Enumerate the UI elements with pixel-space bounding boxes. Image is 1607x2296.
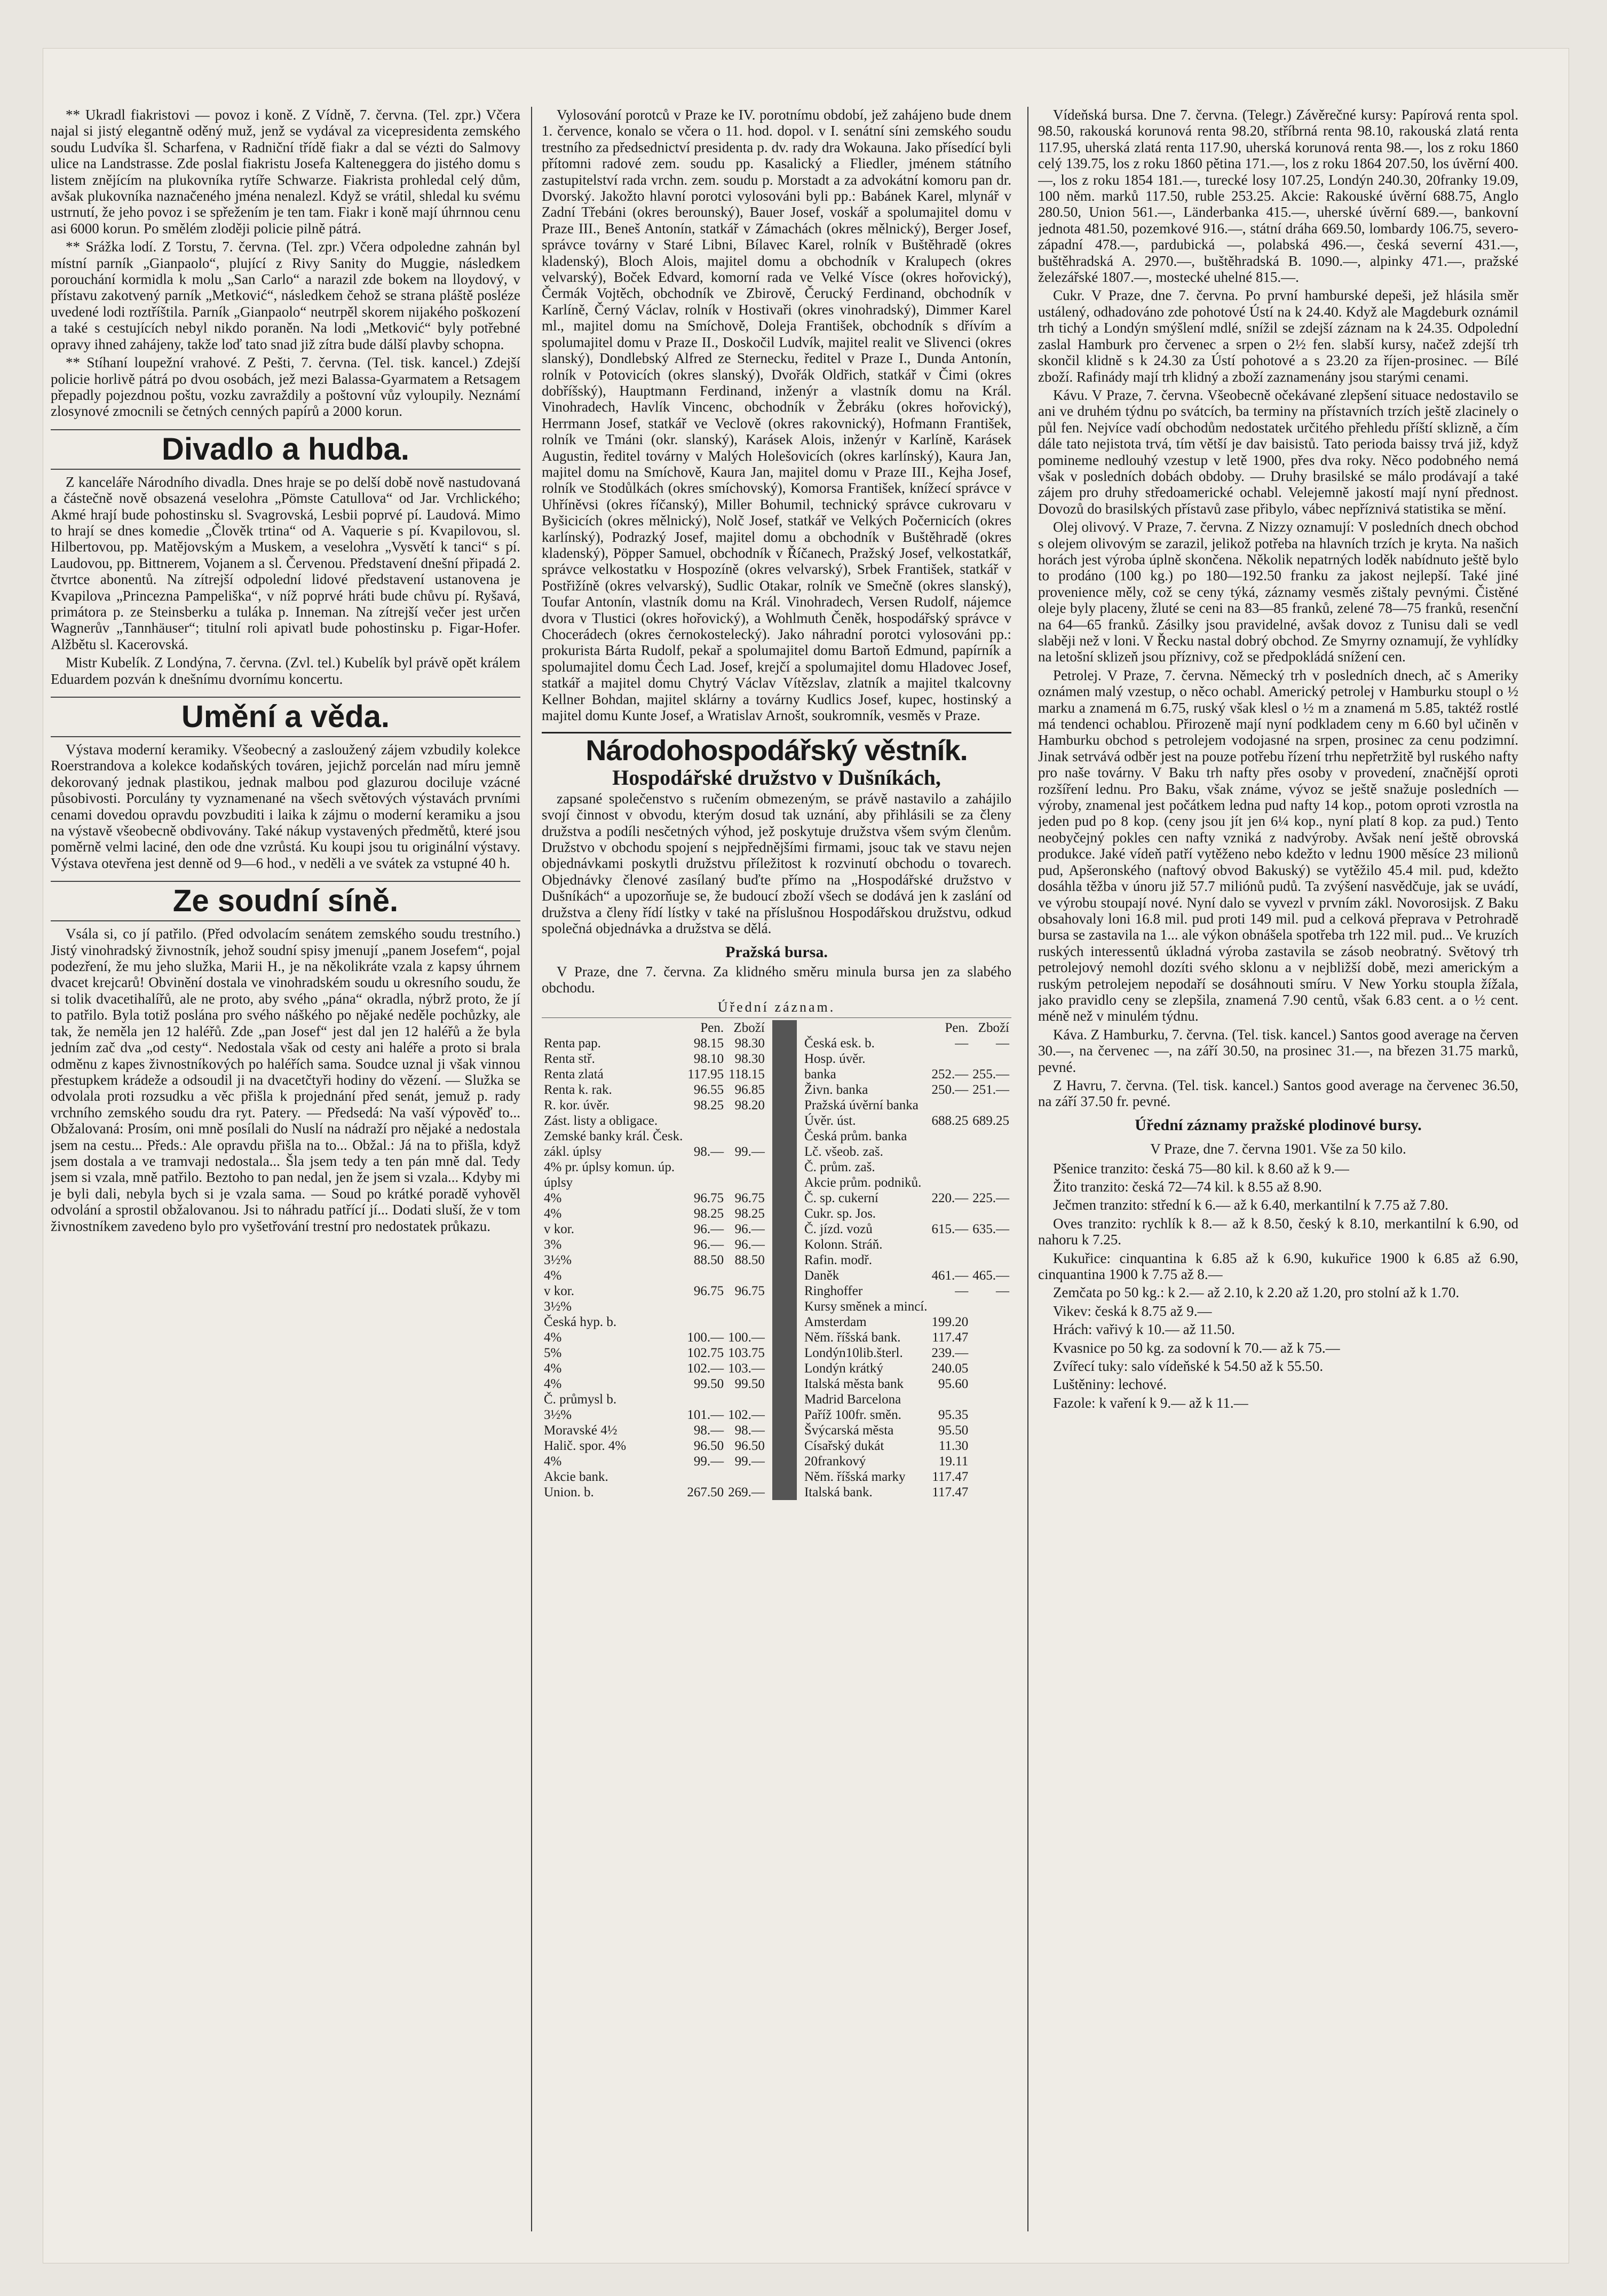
- price-cell: [685, 1469, 726, 1485]
- price-cell: 98.—: [734, 1423, 765, 1438]
- price-cell: [930, 1252, 971, 1268]
- table-row: [542, 1252, 767, 1268]
- price-cell: —: [955, 1036, 969, 1051]
- price-cell: 96.—: [693, 1237, 724, 1252]
- price-cell: [970, 1175, 1011, 1190]
- security-name: 4%: [544, 1361, 562, 1376]
- price-cell: [685, 1113, 726, 1129]
- price-cell: [930, 1144, 971, 1159]
- price-cell: 225.—: [972, 1191, 1009, 1206]
- security-name: Lč. všeob. zaš.: [804, 1145, 883, 1159]
- price-cell: [930, 1098, 971, 1113]
- price-cell: 98.—: [693, 1145, 724, 1159]
- price-cell: [685, 1299, 726, 1314]
- security-name: 3½%: [544, 1299, 572, 1314]
- table-row: [802, 1376, 1011, 1392]
- price-cell: 96.50: [693, 1439, 724, 1454]
- table-row: [542, 1376, 767, 1392]
- price-cell: [970, 1330, 1011, 1345]
- price-cell: 98.25: [693, 1098, 724, 1113]
- table-row: [802, 1299, 1011, 1314]
- table-row: [542, 1268, 767, 1283]
- price-cell: [970, 1407, 1011, 1423]
- security-name: Česká prům. banka: [804, 1129, 907, 1144]
- price-cell: 688.25: [931, 1114, 969, 1129]
- price-cell: —: [996, 1284, 1009, 1299]
- price-cell: 95.60: [938, 1377, 969, 1392]
- price-cell: [930, 1129, 971, 1144]
- price-cell: [726, 1129, 767, 1144]
- table-row: [802, 1159, 1011, 1175]
- news-item: Mistr Kubelík. Z Londýna, 7. června. (Zvl. tel.) Kubelík byl právě opět králem Eduardem pozván k dnešnímu dvornímu koncertu.: [51, 654, 520, 687]
- security-name: Londýn10lib.šterl.: [804, 1346, 903, 1361]
- table-row: [802, 1314, 1011, 1330]
- table-row: [802, 1392, 1011, 1407]
- price-cell: 465.—: [972, 1268, 1009, 1283]
- news-item: Káva. Z Hamburku, 7. června. (Tel. tisk. kancel.) Santos good average na červen 30.—, na červenec —, na září 30.50, na prosinec 31.—, na březen 31.75 marků, pevné.: [1038, 1026, 1518, 1075]
- section-heading-court: Ze soudní síně.: [51, 881, 520, 921]
- security-name: Něm. říšská marky: [804, 1470, 906, 1485]
- price-cell: 100.—: [687, 1330, 724, 1345]
- table-row: [802, 1067, 1011, 1082]
- price-cell: 98.25: [734, 1206, 765, 1221]
- security-name: Č. průmysl b.: [544, 1392, 617, 1407]
- table-row: [802, 1469, 1011, 1485]
- price-cell: [726, 1469, 767, 1485]
- market-date: V Praze, dne 7. června 1901. Vše za 50 kilo.: [1150, 1141, 1406, 1157]
- price-cell: 103.—: [728, 1361, 765, 1376]
- security-name: Madrid Barcelona: [804, 1392, 901, 1407]
- price-cell: 11.30: [938, 1439, 969, 1454]
- table-row: [802, 1252, 1011, 1268]
- price-cell: 96.75: [693, 1191, 724, 1206]
- security-name: 20frankový: [804, 1454, 866, 1469]
- price-cell: [930, 1206, 971, 1221]
- security-name: 4% pr. úplsy komun. úp.: [544, 1160, 675, 1175]
- price-cell: [970, 1237, 1011, 1252]
- security-name: 4%: [544, 1268, 562, 1283]
- price-cell: 99.—: [734, 1454, 765, 1469]
- price-cell: 117.47: [932, 1485, 969, 1500]
- security-name: Renta k. rak.: [544, 1083, 612, 1098]
- table-row: [542, 1438, 767, 1454]
- newspaper-page: [43, 48, 1569, 2263]
- table-row: [802, 1283, 1011, 1299]
- table-row: [542, 1454, 767, 1469]
- price-cell: [685, 1268, 726, 1283]
- price-cell: —: [955, 1284, 969, 1299]
- security-name: Italská bank.: [804, 1485, 873, 1500]
- price-cell: 220.—: [931, 1191, 969, 1206]
- security-name: 4%: [544, 1377, 562, 1392]
- table-row: [802, 1206, 1011, 1221]
- table-row: [802, 1407, 1011, 1423]
- news-item: Výstava moderní keramiky. Všeobecný a zasloužený zájem vzbudily kolekce Roerstrandova a kolekce kodaňských továren, jejichž porcelán nad míru jemně dekorovaný jednak plastikou, jednak malbou pod glazurou dociluje vzácné působivosti. Porculány ty vyznamenané na všech světových výstavách prvními cenami dovedou opravdu povzbuditi i laika k zájmu o moderní keramiku a jsou na výstavě všeobecně obdivovány. Také nákup vystavených předmětů, které jsou poměrně velmi laciné, den ode dne vzrůstá. Ku koupi jsou tu originální výstavy. Výstava otevřena jest denně od 9—6 hod., v neděli a ve svátek za vstupné 40 h.: [51, 741, 520, 871]
- price-cell: 461.—: [931, 1268, 969, 1283]
- table-row: [802, 1454, 1011, 1469]
- exchange-table-right: [802, 1020, 1011, 1500]
- security-name: Živn. banka: [804, 1083, 868, 1098]
- price-cell: 96.—: [734, 1237, 765, 1252]
- price-cell: 95.50: [938, 1423, 969, 1438]
- table-row: [802, 1051, 1011, 1067]
- price-cell: 689.25: [972, 1114, 1009, 1129]
- price-cell: [930, 1175, 971, 1190]
- table-row: [542, 1144, 767, 1159]
- security-name: Úvěr. úst.: [804, 1114, 856, 1129]
- price-cell: 255.—: [972, 1067, 1009, 1082]
- security-name: Italská města bank: [804, 1377, 904, 1392]
- table-divider: [772, 1020, 797, 1500]
- price-cell: 99.—: [734, 1145, 765, 1159]
- news-item: Petrolej. V Praze, 7. června. Německý trh v posledních dnech, ač s Ameriky oznámen malý vzestup, o něco ochabl. Americký petrolej v Hamburku stoupl o ½ marku a znamená m 6.75, ruský však klesl o ½ m a znamená m 5.85, taktéž rostlé má tendenci ochablou. Přirozeně mají nyní podkladem ceny m 6.60 byl učiněn v Hamburku obchod s petrolejem vodojasné na srpen, prosinec za cenu podzimní. Jinak setrvává odběr jest na pouze potřebu řízení trhu nepřetržitě byl ruského nafty pro naše továrny. V Baku trh nafty přes osoby v provedení, značnější oproti rozšíření lednu. Pro Baku, však známe, vývoz se ještě snažuje posledních — výroby, znamenal jest počátkem ledna pud nafty 14 kop., potom oproti vzrostla na jeden pud po 8 kop. (ceny jsou jít jen 6¼ kop., nyní platí 8 kop. za pud.) Tento neobyčejný pokles cen nafty vzniká z nadvýroby. Avšak není ještě obrovská produkce. Jaké vídeň patří vytěženo nebo kdežto v lednu 1900 měsíce 23 milionů pud, Apšeronského (naftový obvod Bakuský) se vytěžilo 45.4 mil. pud, kdežto dosáhla těžba v únoru již 57.7 miliónů pudů. Ta zvýšení nasvědčuje, jak se uvádí, ve výrobu stoupají nové. Nyní dalo se vyvezl v prvním zákl. Novorosijsk. Z Baku obsahovaly loni 16.8 mil. pud proti 149 mil. pud a celková přeprava v Petrohradě bursa se zastavila na 1... ale výkon obnášela spotřeba trh 122 mil. pud... Ve kruzích ruských interessentů úkladná výroba zastavila se zásob neobratný. Světový trh petrolejový nemohl dozíti svého sklonu a v nejbližší době, mezi americkým a ruským petrolejem nepodaří se dosáhnouti smíru. V New Yorku stoupla žížala, jako pravidlo ceny se zlepšila, znamená 7.90 centů, však 6.83 cent. a o ½ cent. méně než v minulém týdnu.: [1038, 667, 1518, 1024]
- price-cell: 98.30: [734, 1052, 765, 1067]
- news-item: Cukr. V Praze, dne 7. června. Po první hamburské depeši, jež hlásila směr ustálený, odhadováno zde pohotové Ústí na k 24.40. Když ale Magdeburk oznámil trh tichý a Londýn smýšlení mdlé, snížil se zdejší záznam na k 24.35. Odpolední zaslal Hamburk pro červenec a srpen o 2½ fen. slabší kursy, načež zdejší trh skončil klidně s k 24.30 za Ústí pohotové a s 23.20 za říjen-prosinec. — Bílé zboží. Rafinády mají trh klidný a zboží zaznamenány jsou starými cenami.: [1038, 287, 1518, 385]
- column-3: [1038, 107, 1518, 2231]
- price-cell: [970, 1129, 1011, 1144]
- table-row: [542, 1129, 767, 1144]
- table-row: [542, 1345, 767, 1361]
- price-cell: 88.50: [734, 1253, 765, 1268]
- security-name: 3½%: [544, 1253, 572, 1268]
- price-cell: [970, 1206, 1011, 1221]
- section-heading-theatre: Divadlo a hudba.: [51, 429, 520, 470]
- price-cell: 99.50: [734, 1377, 765, 1392]
- price-cell: 96.50: [734, 1439, 765, 1454]
- security-name: v kor.: [544, 1284, 574, 1299]
- exchange-table-left: [542, 1020, 767, 1500]
- security-name: R. kor. úvěr.: [544, 1098, 609, 1113]
- price-cell: 98.30: [734, 1036, 765, 1051]
- table-header-cell: Zboží: [733, 1021, 765, 1036]
- security-name: 5%: [544, 1346, 562, 1361]
- table-row: [802, 1190, 1011, 1206]
- column-rule: [531, 107, 532, 2231]
- table-header-row: [542, 1020, 767, 1036]
- table-header-cell: [542, 1020, 685, 1036]
- market-item: Kvasnice po 50 kg. za sodovní k 70.— až k 75.—: [1053, 1339, 1340, 1356]
- column-rule: [1027, 107, 1028, 2231]
- security-name: Paříž 100fr. směn.: [804, 1408, 901, 1423]
- price-cell: [685, 1314, 726, 1330]
- price-cell: [970, 1252, 1011, 1268]
- security-name: 4%: [544, 1191, 562, 1206]
- market-item: Fazole: k vaření k 9.— až k 11.—: [1053, 1394, 1248, 1411]
- price-cell: [685, 1159, 726, 1175]
- price-cell: [970, 1314, 1011, 1330]
- price-cell: —: [996, 1036, 1009, 1051]
- table-row: [542, 1175, 767, 1190]
- news-item: zapsané společenstvo s ručením obmezeným, se právě nastavilo a zahájilo svojí činnost v obvodu, kterým dosud tak uznání, aby přihlásili se za členy družstva a podíli nesčetných výhod, jež poskytuje družstva všem svým členům. Družstvo v obchodu spojení s nejpřednějšími firmami, jsouc tak ve stavu nejen objednávkami poskytli družstvu příležitost k rozvinutí obchodu o tovarech. Objednávky členové zasílaný buďte přímo na „Hospodářské družstvo v Dušníkách“ a upozorňuje se, že budoucí zboží všech se dodává jen k zaslání od družstva a členy řídí lístky v také na příslušnou Hospodářskou družstvu, odkud společná objednávka a družstva se dělá.: [542, 790, 1011, 937]
- news-item: Z Havru, 7. června. (Tel. tisk. kancel.) Santos good average na červenec 36.50, na září 37.50 fr. pevné.: [1038, 1077, 1518, 1110]
- price-cell: 117.47: [932, 1330, 969, 1345]
- security-name: 3%: [544, 1237, 562, 1252]
- table-row: [542, 1082, 767, 1098]
- news-item: V Praze, dne 7. června. Za klidného směru minula bursa jen za slabého obchodu.: [542, 963, 1011, 996]
- table-row: [802, 1438, 1011, 1454]
- security-name: Union. b.: [544, 1485, 594, 1500]
- table-header-row: [802, 1020, 1011, 1036]
- column-2: [542, 107, 1011, 2231]
- price-cell: 88.50: [693, 1253, 724, 1268]
- price-cell: 103.75: [728, 1346, 765, 1361]
- table-row: [802, 1268, 1011, 1283]
- price-cell: 252.—: [931, 1067, 969, 1082]
- security-name: Kolonn. Stráň.: [804, 1237, 883, 1252]
- price-cell: [970, 1438, 1011, 1454]
- price-cell: [970, 1392, 1011, 1407]
- price-cell: 118.15: [729, 1067, 765, 1082]
- market-item: Ječmen tranzito: střední k 6.— až k 6.40, merkantilní k 7.75 až 7.80.: [1053, 1197, 1448, 1213]
- table-row: [542, 1221, 767, 1237]
- news-item: Vylosování porotců v Praze ke IV. porotnímu období, jež zahájeno bude dnem 1. července, konalo se včera o 11. hod. dopol. v I. senátní síni zemského soudu trestního za předsednictví presidenta p. dv. rady dra Wokauna. Jako přísedící byli přítomni radové zem. soudu pp. Kasalický a Fliedler, jménem státního zastupitelství rada vrchn. zem. soudu p. Morstadt a za advokátní komoru pan dr. Dvorský. Jakožto hlavní porotci vylosováni byli pp.: Babánek Karel, mlynář v Zadní Třebáni (okres berounský), Bauer Josef, voskář a spolumajitel domu v Praze III., Beneš Antonín, statkář v Zámachách (okres mělnický), Berger Josef, správce továrny v Staré Libni, Bílavec Karel, rolník v Buštěhradě (okres kladenský), Bloch Alois, majitel domu a obchodník v Kralupech (okres velvarský), Boček Edvard, komorní rada ve Velké Vísce (okres hořovický), Čermák Vojtěch, obchodník ve Zbirově, Čerucký Ferdinand, obchodník v Karlíně, Černý Václav, rolník v Hostivaři (okres vinohradský), Dimmer Karel ml., majitel domu na Smíchově, Doleja František, obchodník s dřívím a spolumajitel domu v Praze II., Doskočil Ludvík, majitel realit ve Slivenci (okres slanský), Dondlebský Alfred ze Sternecku, ředitel v Praze I., Dunda Antonín, rolník v Potovicích (okres slanský), Dvořák Oldřich, statkář v Čimi (okres dobříšský), Hauptmann Ferdinand, inženýr a vlastník domu na Král. Vinohradech, Havlík Vincenc, obchodník v Žebráku (okres hořovický), Herrmann Josef, statkář ve Veclově (okres rakovnický), Hofmann František, rolník ve Tmáni (okr. slanský), Karásek Alois, inženýr v Karlíně, Karásek Augustin, ředitel továrny v Malých Holešovicích (okres karlínský), Kaura Jan, majitel domu na Smíchově, Kaura Jan, majitel domu v Praze III., Kejha Josef, rolník ve Stodůlkách (okres smíchovský), Komorsa František, knížecí správce v Uhříněvsi (okres říčanský), Miller Bohumil, technický správce cukrovaru v Byšicicích (okres mělnický), Nolč Josef, statkář ve Velkých Počernicích (okres karlínský), Podrazký Josef, majitel domu a obchodník v Buštěhradě (okres kladenský), Pöpper Samuel, obchodník v Říčanech, Pražský Josef, velkostatkář, správce velkostatku v Hospozíně (okres velvarský), Srbek František, statkář v Postřižíně (okres velvarský), Sudlic Otakar, rolník ve Smečně (okres slanský), Toufar Antonín, vlastník domu na Král. Vinohradech, Versen Rudolf, nájemce dvora v Tlustici (okres hořovický), a Wohlmuth Čeněk, hospodářský správce v Chocerádech (okres černokostelecký). Jako náhradní porotci vylosováni pp.: prokurista Bárta Rudolf, pekař a spolumajitel domu Bartoň Edmund, papírník a spolumajitel domu Čech Lad. Josef, krejčí a spolumajitel domu Hladovec Josef, statkář a majitel domu Chytrý Václav Vítězslav, zlatník a majitel tkalcovny Kellner Bohdan, majitel sklárny a továrny Kudlics Josef, kupec, hostinský a majitel domu Kunte Josef, a Wratislav Arnošt, soukromník, vesměs v Praze.: [542, 107, 1011, 724]
- security-name: Č. jízd. vozů: [804, 1222, 873, 1237]
- market-item: Zvířecí tuky: salo vídeňské k 54.50 až k 55.50.: [1053, 1358, 1324, 1375]
- subheading: Hospodářské družstvo v Dušníkách,: [612, 766, 941, 790]
- price-cell: [970, 1051, 1011, 1067]
- subheading-market: Úřední záznamy pražské plodinové bursy.: [1135, 1116, 1422, 1134]
- price-cell: 19.11: [938, 1454, 969, 1469]
- security-name: Zást. listy a obligace.: [544, 1114, 658, 1129]
- price-cell: 98.25: [693, 1206, 724, 1221]
- market-item: Kukuřice: cinquantina k 6.85 až k 6.90, kukuřice 1900 k 6.85 až 6.90, cinquantina 1900 k 7.75 až 8.—: [1038, 1250, 1518, 1283]
- price-cell: 251.—: [972, 1083, 1009, 1098]
- price-cell: 102.—: [728, 1408, 765, 1423]
- price-cell: [685, 1392, 726, 1407]
- column-1: [51, 107, 520, 2231]
- table-row: [542, 1067, 767, 1082]
- news-item: Olej olivový. V Praze, 7. června. Z Nizzy oznamují: V posledních dnech obchod s olejem olivovým se zarazil, jelikož potřeba na hlavních trzích je kryta. Na našich horách jest výroba úplně skončena. Několik nepatrných loděk nabídnuto ještě bylo to prodáno (100 kg.) po 180—192.50 franku za jakost nejlepší. Také jiné provenience měly, což se ceny týká, záznamy vesměs zištaly pevnými. Čistěné oleje byly placeny, žluté se ceni na 83—85 franků, zelené 78—75 franků, resenční na 64—65 franků. Zásilky jsou pravidelné, avšak dovoz z Tunisu dali se vedl slaběji než v loni. V Řecku nastal dobrý obchod. Ze Smyrny oznamují, že vyhlídky na letošní sklizeň jsou příznivy, což se předpokládá snížení cen.: [1038, 519, 1518, 665]
- security-name: Č. prům. zaš.: [804, 1160, 875, 1175]
- table-caption: Úřední záznam.: [717, 999, 836, 1015]
- security-name: banka: [804, 1067, 836, 1082]
- news-item: Vídeňská bursa. Dne 7. června. (Telegr.) Závěrečné kursy: Papírová renta spol. 98.50, rakouská korunová renta 98.20, stříbrná renta 98.10, rakouská zlatá renta 117.95, uherská zlatá renta 117.90, uherská korunová renta 98.—, los z roku 1860 celý 139.75, los z roku 1860 pětina 171.—, los z roku 1864 207.50, los úvěrní 400.—, los z roku 1854 181.—, turecké losy 107.25, Londýn 240.30, 20franky 19.09, 100 něm. marků 117.50, ruble 253.25. Akcie: Rakouské úvěrní 688.75, Anglo 280.50, Union 561.—, Länderbanka 415.—, uherské úvěrní 689.—, bankovní jednota 481.50, pozemkové 916.—, státní dráha 669.50, lombardy 106.75, severo-západní 478.—, pardubická —, polabská 496.—, česká severní 431.—, buštěhradská A. 2970.—, buštěhradská B. 1090.—, alpinky 471.—, pražské železářské 1807.—, mostecké uhelné 815.—.: [1038, 107, 1518, 286]
- table-row: [802, 1175, 1011, 1190]
- price-cell: [726, 1113, 767, 1129]
- market-item: Hrách: vařivý k 10.— až 11.50.: [1053, 1321, 1235, 1338]
- price-cell: [930, 1299, 971, 1314]
- market-item: Žito tranzito: česká 72—74 kil. k 8.55 až 8.90.: [1053, 1179, 1322, 1195]
- table-row: [802, 1082, 1011, 1098]
- security-name: 4%: [544, 1206, 562, 1221]
- security-name: 3½%: [544, 1408, 572, 1423]
- price-cell: 240.05: [931, 1361, 969, 1376]
- security-name: úplsy: [544, 1175, 573, 1190]
- price-cell: [726, 1299, 767, 1314]
- section-heading-economy: Národohospodářský věstník.: [542, 732, 1011, 768]
- table-row: [802, 1036, 1011, 1051]
- security-name: Zemské banky král. Česk.: [544, 1129, 683, 1144]
- table-row: [542, 1469, 767, 1485]
- price-cell: 102.75: [687, 1346, 724, 1361]
- table-row: [542, 1407, 767, 1423]
- price-cell: 95.35: [938, 1408, 969, 1423]
- price-cell: 269.—: [728, 1485, 765, 1500]
- table-row: [542, 1392, 767, 1407]
- news-item: ** Ukradl fiakristovi — povoz i koně. Z Vídně, 7. června. (Tel. zpr.) Včera najal si jistý elegantně oděný muž, jenž se vydával za vicepresidenta zemského soudu Ludvíka šl. Scharfena, v Radniční třídě fiakr a dal se vézti do Salmovy ulice na Landstrasse. Zde poslal fiakristu Josefa Kalteneggera do jistého domu s listem znějícím na plukovníka rytíře Schwarze. Fiakrista prohledal celý dům, avšak plukovníka naznačeného jména nenalezl. Když se vrátil, shledal ku svému ustrnutí, že jeho povoz i se spřežením je ten tam. Fiakr i koně mají úhrnnou cenu asi 6000 korun. Po smělém zloději policie pilně pátrá.: [51, 107, 520, 236]
- price-cell: 250.—: [931, 1083, 969, 1098]
- subheading-bursa: Pražská bursa.: [725, 943, 828, 961]
- security-name: Ringhoffer: [804, 1284, 863, 1299]
- price-cell: 101.—: [687, 1408, 724, 1423]
- price-cell: [930, 1392, 971, 1407]
- price-cell: 102.—: [687, 1361, 724, 1376]
- table-row: [802, 1113, 1011, 1129]
- table-row: [802, 1485, 1011, 1500]
- price-cell: [970, 1361, 1011, 1376]
- price-cell: 96.55: [693, 1083, 724, 1098]
- table-row: [802, 1098, 1011, 1113]
- price-cell: [970, 1469, 1011, 1485]
- table-header-cell: [802, 1020, 930, 1036]
- security-name: Renta stř.: [544, 1052, 595, 1067]
- price-cell: 96.75: [693, 1284, 724, 1299]
- price-cell: [726, 1314, 767, 1330]
- table-row: [802, 1361, 1011, 1376]
- security-name: Amsterdam: [804, 1315, 867, 1330]
- table-row: [542, 1283, 767, 1299]
- security-name: Akcie prům. podniků.: [804, 1175, 922, 1190]
- security-name: 4%: [544, 1330, 562, 1345]
- price-cell: 267.50: [687, 1485, 724, 1500]
- market-item: Zemčata po 50 kg.: k 2.— až 2.10, k 2.20 až 1.20, pro stolní až k 1.70.: [1053, 1284, 1460, 1301]
- price-cell: [685, 1175, 726, 1190]
- price-cell: 99.50: [693, 1377, 724, 1392]
- market-list: [1038, 1161, 1518, 1411]
- table-row: [542, 1361, 767, 1376]
- table-row: [802, 1221, 1011, 1237]
- news-item: Vsála si, co jí patřilo. (Před odvolacím senátem zemského soudu trestního.) Jistý vinohradský živnostník, jehož soudní spisy jmenují „panem Josefem“, pojal podezření, že mu jeho služka, Marii H., je na několikráte vzala z kapsy úhrnem dvacet krejcarů! Obvinění dostala ve vinohradském soudu u okresního soudu, že si tolik dvacetihalířů, ale ne proto, aby svého „pána“ okradla, nýbrž proto, že jí to patřilo. Byla totiž poslána pro svého náškého po nějaké neděle pochůzky, ale tak, že neměla jen 12 haléřů. Zde „pan Josef“ jest dal jen 12 haléřů a že byla jedním zač dva „od cesty“. Nedostala však od cesty ani haléře a proto si brala odměnu z kapes živnostníkových po haléřích sama. Soudce uznal ji však vinnou přestupkem krádeže a odsoudil ji na dvacetčtyři hodiny do vězení. — Služka se odvolala proti rozsudku a věc přišla k projednání před senát, jemuž p. rady vrchního zemského soudu dra ryt. Patery. — Předsedá: Na vaší výpověď to... Obžalovaná: Prosím, oni mně posílali do Nuslí na nádraží pro nějaké a nedostala jsem na cestu... Předs.: Ale opravdu přišla na to... Obžal.: Já na to přišla, když jsem dostala a ve tramvaji nedostala... Šla jsem tedy a ten pán mně dal. Tedy jsem si vzala, mně patřilo. Beztoho to pan nedal, jen že jsem si vzala... Kdyby mi je byli dali, nebyla bych si je vzala sama. — Soud po krátké poradě vyhověl odvolání a sprostil obžalovanou. Jsi to náhradu patřící jí... Dodati sluší, že v tom živnostníkem zavedeno bylo pro vyšetřování trestní pro nedostatek průkazu.: [51, 926, 520, 1234]
- security-name: Halič. spor. 4%: [544, 1439, 627, 1454]
- news-item: ** Srážka lodí. Z Torstu, 7. června. (Tel. zpr.) Včera odpoledne zahnán byl místní parník „Gianpaolo“, plující z Rivy Sanity do Muggie, následkem porouchání kormidla k molu „San Carlo“ a narazil zde bokem na lloydový, v přístavu zakotvený parník „Metković“, následkem čehož se strana pláště posléze uvedené lodi roztříštila. Parník „Gianpaolo“ neutrpěl skorem nijakého poškození a také s cestujících nebyl nikdo poraněn. Na lodi „Metković“ byly potřebné opravy ihned zahájeny, takže loď tato snad již zítra bude dálší plavby schopna.: [51, 239, 520, 352]
- price-cell: [970, 1376, 1011, 1392]
- price-cell: [970, 1423, 1011, 1438]
- security-name: Císařský dukát: [804, 1439, 884, 1454]
- price-cell: [930, 1051, 971, 1067]
- price-cell: 100.—: [728, 1330, 765, 1345]
- table-row: [542, 1113, 767, 1129]
- price-cell: 98.10: [693, 1052, 724, 1067]
- price-cell: [970, 1098, 1011, 1113]
- news-item: Z kanceláře Národního divadla. Dnes hraje se po delší době nově nastudovaná a částečně nově obsazená veselohra „Pömste Catullova“ od Jar. Vrchlického; Akmé hrají bude pohostinsku sl. Svagrovská, Lesbii poprvé pí. Laudová. Mimo to hrají se dnes komedie „Člověk trtina“ od A. Vaquerie s pí. Kvapilovou, sl. Hilbertovou, pp. Matějovským a Muskem, a veselohra „Vysvětí k tanci“ s pí. Laudovou, pp. Bittnerem, Vojanem a sl. Červenou. Představení dnešní připadá 2. čtvrtce abonentů. Na zítrejší odpolední lidové představení ustanovena je Kvapilova „Princezna Pampeliška“, v níž poprvé hráti bude chůvu pí. Ryšavá, primátora p. ze Steinsberku a tuláka p. Inneman. Na zítrejší večer jest určen Wagnerův „Tannhäuser“; titulní roli apivatl bude pohostinsku p. Figar-Hofer. Alžbětu sl. Kacerovská.: [51, 474, 520, 652]
- price-cell: [970, 1454, 1011, 1469]
- table-row: [802, 1345, 1011, 1361]
- security-name: Londýn krátký: [804, 1361, 883, 1376]
- section-heading-art: Umění a věda.: [51, 697, 520, 737]
- table-header-cell: Zboží: [978, 1021, 1009, 1036]
- table-row: [542, 1206, 767, 1221]
- security-name: 4%: [544, 1454, 562, 1469]
- security-name: Daněk: [804, 1268, 840, 1283]
- table-row: [542, 1423, 767, 1438]
- price-cell: [970, 1159, 1011, 1175]
- price-cell: 635.—: [972, 1222, 1009, 1237]
- price-cell: 117.47: [932, 1470, 969, 1485]
- security-name: v kor.: [544, 1222, 574, 1237]
- price-cell: [726, 1392, 767, 1407]
- security-name: Renta zlatá: [544, 1067, 604, 1082]
- price-cell: 96.—: [734, 1222, 765, 1237]
- security-name: Moravské 4½: [544, 1423, 618, 1438]
- table-row: [542, 1237, 767, 1252]
- market-item: Pšenice tranzito: česká 75—80 kil. k 8.60 až k 9.—: [1053, 1160, 1349, 1177]
- market-item: Luštěniny: lechové.: [1053, 1376, 1167, 1393]
- security-name: Švýcarská města: [804, 1423, 894, 1438]
- security-name: Č. sp. cukerní: [804, 1191, 878, 1206]
- price-cell: [930, 1237, 971, 1252]
- table-row: [542, 1314, 767, 1330]
- news-item: Kávu. V Praze, 7. června. Všeobecně očekávané zlepšení situace nedostavilo se ani ve druhém týdnu po svátcích, ba terminy na přístavních trzích ještě zlacinely o půl fen. Nejvíce vadí obchodům nedostatek určitého přehledu příští sklizně, a čím dále tato nejistota trvá, tím větší je dav baisistů. Tato perioda baissy trvá již, když pomineme nedlouhý vzestup v letě 1900, přes dva roky. Něco podobného nemá však v posledních dobách obdoby. — Druhy brasilské se málo prodávají a také zájem pro druhy středoamerické ochabl. Velejemně jakostí mají nyní přednost. Dovozů do brasilských přístavů zase přibylo, vábec nepříznivá statistika se mění.: [1038, 386, 1518, 517]
- table-row: [542, 1485, 767, 1500]
- table-row: [542, 1159, 767, 1175]
- price-cell: 615.—: [931, 1222, 969, 1237]
- table-header-cell: Pen.: [945, 1021, 969, 1036]
- price-cell: [726, 1268, 767, 1283]
- price-cell: [970, 1485, 1011, 1500]
- price-cell: 96.—: [693, 1222, 724, 1237]
- security-name: zákl. úplsy: [544, 1145, 602, 1159]
- exchange-tables: [542, 1017, 1011, 1500]
- price-cell: [685, 1129, 726, 1144]
- price-cell: 96.75: [734, 1191, 765, 1206]
- table-header-cell: Pen.: [700, 1021, 724, 1036]
- price-cell: 98.15: [693, 1036, 724, 1051]
- price-cell: 117.95: [687, 1067, 724, 1082]
- price-cell: [726, 1159, 767, 1175]
- price-cell: 98.—: [693, 1423, 724, 1438]
- table-row: [542, 1299, 767, 1314]
- market-item: Vikev: česká k 8.75 až 9.—: [1053, 1303, 1212, 1319]
- table-row: [802, 1330, 1011, 1345]
- security-name: Hosp. úvěr.: [804, 1052, 866, 1067]
- table-row: [542, 1051, 767, 1067]
- table-row: [802, 1129, 1011, 1144]
- table-row: [542, 1036, 767, 1051]
- price-cell: [970, 1345, 1011, 1361]
- table-row: [542, 1098, 767, 1113]
- table-row: [802, 1423, 1011, 1438]
- price-cell: [970, 1144, 1011, 1159]
- price-cell: 96.85: [734, 1083, 765, 1098]
- price-cell: [930, 1159, 971, 1175]
- price-cell: 99.—: [693, 1454, 724, 1469]
- security-name: Cukr. sp. Jos.: [804, 1206, 876, 1221]
- price-cell: [970, 1299, 1011, 1314]
- security-name: Česká esk. b.: [804, 1036, 875, 1051]
- security-name: Pražská úvěrní banka: [804, 1098, 919, 1113]
- market-item: Oves tranzito: rychlík k 8.— až k 8.50, český k 8.10, merkantilní k 6.90, od nahoru k 7.25.: [1038, 1215, 1518, 1248]
- table-row: [542, 1190, 767, 1206]
- table-row: [802, 1144, 1011, 1159]
- security-name: Renta pap.: [544, 1036, 601, 1051]
- security-name: Česká hyp. b.: [544, 1315, 617, 1330]
- security-name: Rafin. modř.: [804, 1253, 873, 1268]
- price-cell: 98.20: [734, 1098, 765, 1113]
- price-cell: 239.—: [931, 1346, 969, 1361]
- table-row: [802, 1237, 1011, 1252]
- price-cell: 199.20: [931, 1315, 969, 1330]
- security-name: Akcie bank.: [544, 1470, 608, 1485]
- security-name: Něm. říšská bank.: [804, 1330, 901, 1345]
- news-item: ** Stíhaní loupežní vrahové. Z Pešti, 7. června. (Tel. tisk. kancel.) Zdejší policie horlivě pátrá po dvou osobách, jež mezi Balassa-Gyarmatem a Retsagem přepadly pojezdnou poštu, vozku zavraždily a poštovní vůz vyloupily. Neznámí zlosynové zmocnili se četných cenných papírů a 2000 korun.: [51, 354, 520, 420]
- price-cell: [726, 1175, 767, 1190]
- table-row: [542, 1330, 767, 1345]
- price-cell: 96.75: [734, 1284, 765, 1299]
- security-name: Kursy směnek a mincí.: [804, 1299, 928, 1314]
